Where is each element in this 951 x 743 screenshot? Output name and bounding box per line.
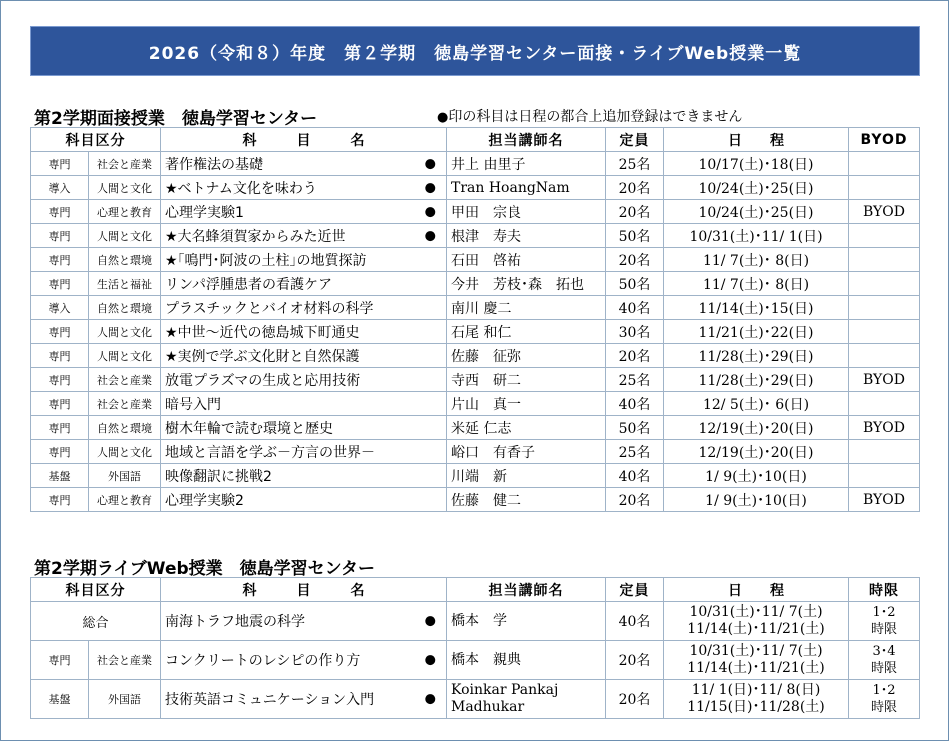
byod-flag xyxy=(849,392,920,416)
header-subject: 科目名 xyxy=(161,128,447,152)
category-field: 人間と文化 xyxy=(89,344,161,368)
header-capacity: 定員 xyxy=(606,128,664,152)
schedule xyxy=(664,602,849,641)
instructor-name: 峪口 有香子 xyxy=(447,440,606,464)
header-category: 科目区分 xyxy=(31,128,161,152)
table-row xyxy=(31,680,920,719)
subject-name: リンパ浮腫患者の看護ケア xyxy=(165,276,333,293)
period-line-2: 時限 xyxy=(870,700,897,715)
category-field: 外国語 xyxy=(89,464,161,488)
schedule xyxy=(664,680,849,719)
schedule: 1/ 9(土)･10(日) xyxy=(664,464,849,488)
schedule: 11/28(土)･29(日) xyxy=(664,368,849,392)
category-field: 社会と産業 xyxy=(89,152,161,176)
category-level: 専門 xyxy=(31,152,89,176)
subject-cell xyxy=(161,488,447,512)
table-row xyxy=(31,320,920,344)
category-field: 社会と産業 xyxy=(89,392,161,416)
instructor-name: 佐藤 征弥 xyxy=(447,344,606,368)
header-instructor: 担当講師名 xyxy=(447,128,606,152)
subject-name: ★｢鳴門･阿波の土柱｣の地質探訪 xyxy=(165,252,367,269)
category-field: 人間と文化 xyxy=(89,224,161,248)
schedule-line-1: 10/31(土)･11/ 7(土) xyxy=(689,604,823,620)
subject-name: ★中世～近代の徳島城下町通史 xyxy=(165,324,360,341)
section2-title: 第2学期ライブWeb授業 徳島学習センター xyxy=(34,559,375,579)
subject-name: 放電プラズマの生成と応用技術 xyxy=(165,372,361,389)
category-level: 専門 xyxy=(31,344,89,368)
category-level: 専門 xyxy=(31,200,89,224)
table-row xyxy=(31,440,920,464)
capacity: 20名 xyxy=(606,248,664,272)
instructor-name: Koinkar Pankaj Madhukar xyxy=(447,680,606,719)
period xyxy=(849,680,920,719)
subject-cell xyxy=(161,680,447,719)
subject-cell xyxy=(161,272,447,296)
capacity: 25名 xyxy=(606,368,664,392)
category-level: 専門 xyxy=(31,272,89,296)
subject-cell xyxy=(161,641,447,680)
period-line-2: 時限 xyxy=(870,661,897,676)
section1-note xyxy=(437,106,742,126)
header-schedule: 日程 xyxy=(664,128,849,152)
subject-name: 技術英語コミュニケーション入門 xyxy=(165,692,375,708)
schedule xyxy=(664,641,849,680)
category-field: 生活と福祉 xyxy=(89,272,161,296)
subject-cell xyxy=(161,344,447,368)
byod-flag: BYOD xyxy=(849,368,920,392)
subject-cell xyxy=(161,368,447,392)
category-level: 基盤 xyxy=(31,464,89,488)
byod-flag xyxy=(849,248,920,272)
table-row xyxy=(31,488,920,512)
table-row xyxy=(31,272,920,296)
instructor-name: 南川 慶二 xyxy=(447,296,606,320)
category-field: 心理と教育 xyxy=(89,200,161,224)
subject-name: ★ベトナム文化を味わう xyxy=(165,180,317,197)
schedule-line-2: 11/14(土)･11/21(土) xyxy=(687,621,825,637)
period-line-1: 1･2 xyxy=(872,683,896,698)
subject-name: 地域と言語を学ぶ－方言の世界－ xyxy=(165,444,375,461)
schedule: 10/17(土)･18(日) xyxy=(664,152,849,176)
header-category: 科目区分 xyxy=(31,578,161,602)
category-field: 人間と文化 xyxy=(89,176,161,200)
table-row xyxy=(31,176,920,200)
table-row xyxy=(31,200,920,224)
category-level: 専門 xyxy=(31,440,89,464)
byod-flag xyxy=(849,152,920,176)
subject-name: プラスチックとバイオ材料の科学 xyxy=(165,300,374,317)
capacity: 20名 xyxy=(606,641,664,680)
schedule: 12/19(土)･20(日) xyxy=(664,440,849,464)
capacity: 40名 xyxy=(606,392,664,416)
category-level: 専門 xyxy=(31,368,89,392)
instructor-name: 橋本 親典 xyxy=(447,641,606,680)
capacity: 40名 xyxy=(606,602,664,641)
subject-cell xyxy=(161,320,447,344)
byod-flag xyxy=(849,464,920,488)
subject-cell xyxy=(161,296,447,320)
byod-flag: BYOD xyxy=(849,200,920,224)
subject-cell xyxy=(161,416,447,440)
schedule: 11/21(土)･22(日) xyxy=(664,320,849,344)
byod-flag xyxy=(849,272,920,296)
byod-flag xyxy=(849,440,920,464)
capacity: 20名 xyxy=(606,176,664,200)
closed-dot-icon: ● xyxy=(424,204,436,219)
capacity: 50名 xyxy=(606,224,664,248)
subject-name: 樹木年輪で読む環境と歴史 xyxy=(165,420,333,437)
category-level: 導入 xyxy=(31,176,89,200)
category-field: 人間と文化 xyxy=(89,320,161,344)
closed-dot-icon: ● xyxy=(424,156,436,171)
subject-cell xyxy=(161,248,447,272)
category-field: 自然と環境 xyxy=(89,248,161,272)
byod-flag xyxy=(849,176,920,200)
subject-cell xyxy=(161,152,447,176)
instructor-name: 根津 寿夫 xyxy=(447,224,606,248)
category-level: 専門 xyxy=(31,488,89,512)
period xyxy=(849,602,920,641)
subject-name: 映像翻訳に挑戦2 xyxy=(165,468,272,485)
page-title: 2026（令和８）年度 第２学期 徳島学習センター面接・ライブWeb授業一覧 xyxy=(30,26,920,76)
category-level: 専門 xyxy=(31,320,89,344)
category-field: 心理と教育 xyxy=(89,488,161,512)
byod-flag xyxy=(849,344,920,368)
header-schedule: 日程 xyxy=(664,578,849,602)
byod-flag: BYOD xyxy=(849,416,920,440)
subject-cell xyxy=(161,440,447,464)
closed-dot-icon: ● xyxy=(424,228,436,243)
subject-cell xyxy=(161,464,447,488)
subject-name: ★大名蜂須賀家からみた近世 xyxy=(165,228,346,245)
byod-flag: BYOD xyxy=(849,488,920,512)
capacity: 40名 xyxy=(606,296,664,320)
instructor-name: 石尾 和仁 xyxy=(447,320,606,344)
schedule: 12/19(土)･20(日) xyxy=(664,416,849,440)
instructor-name: 佐藤 健二 xyxy=(447,488,606,512)
closed-dot-icon: ● xyxy=(424,652,436,668)
capacity: 25名 xyxy=(606,440,664,464)
table-row xyxy=(31,416,920,440)
closed-dot-icon: ● xyxy=(424,180,436,195)
schedule: 11/28(土)･29(日) xyxy=(664,344,849,368)
schedule: 12/ 5(土)･ 6(日) xyxy=(664,392,849,416)
subject-cell xyxy=(161,176,447,200)
table-row xyxy=(31,392,920,416)
byod-flag xyxy=(849,296,920,320)
category-level: 専門 xyxy=(31,248,89,272)
table-row xyxy=(31,152,920,176)
instructor-name: 米延 仁志 xyxy=(447,416,606,440)
capacity: 40名 xyxy=(606,464,664,488)
table-row xyxy=(31,641,920,680)
schedule: 11/14(土)･15(日) xyxy=(664,296,849,320)
table-row xyxy=(31,602,920,641)
instructor-name: 石田 啓祐 xyxy=(447,248,606,272)
instructor-name: 井上 由里子 xyxy=(447,152,606,176)
period-line-1: 1･2 xyxy=(872,605,896,620)
category-level: 導入 xyxy=(31,296,89,320)
schedule: 11/ 7(土)･ 8(日) xyxy=(664,272,849,296)
category-level: 専門 xyxy=(31,416,89,440)
capacity: 50名 xyxy=(606,416,664,440)
period xyxy=(849,641,920,680)
header-subject: 科目名 xyxy=(161,578,447,602)
schedule-line-1: 11/ 1(日)･11/ 8(日) xyxy=(691,682,821,698)
table-row xyxy=(31,344,920,368)
header-byod: BYOD xyxy=(849,128,920,152)
instructor-name: 川端 新 xyxy=(447,464,606,488)
closed-dot-icon: ● xyxy=(424,691,436,707)
schedule: 10/24(土)･25(日) xyxy=(664,200,849,224)
live-web-table xyxy=(30,577,920,719)
category-level: 専門 xyxy=(31,392,89,416)
subject-name: ★実例で学ぶ文化財と自然保護 xyxy=(165,348,360,365)
table-row xyxy=(31,464,920,488)
table-row xyxy=(31,296,920,320)
note-dot-icon: ● xyxy=(437,110,449,125)
category-level: 専門 xyxy=(31,224,89,248)
category-level: 基盤 xyxy=(31,680,89,719)
subject-name: 著作権法の基礎 xyxy=(165,156,263,173)
schedule: 11/ 7(土)･ 8(日) xyxy=(664,248,849,272)
byod-flag xyxy=(849,320,920,344)
subject-name: 暗号入門 xyxy=(165,396,221,413)
category-field: 社会と産業 xyxy=(89,368,161,392)
section1-title: 第2学期面接授業 徳島学習センター xyxy=(34,109,318,129)
category-field: 自然と環境 xyxy=(89,296,161,320)
subject-cell xyxy=(161,392,447,416)
instructor-name: Tran HoangNam xyxy=(447,176,606,200)
instructor-name: 寺西 研二 xyxy=(447,368,606,392)
schedule: 10/31(土)･11/ 1(日) xyxy=(664,224,849,248)
capacity: 20名 xyxy=(606,680,664,719)
schedule-line-2: 11/14(土)･11/21(土) xyxy=(687,660,825,676)
capacity: 20名 xyxy=(606,200,664,224)
capacity: 25名 xyxy=(606,152,664,176)
schedule: 1/ 9(土)･10(日) xyxy=(664,488,849,512)
subject-name: コンクリートのレシピの作り方 xyxy=(165,653,361,669)
subject-cell xyxy=(161,224,447,248)
capacity: 20名 xyxy=(606,488,664,512)
capacity: 30名 xyxy=(606,320,664,344)
header-capacity: 定員 xyxy=(606,578,664,602)
capacity: 50名 xyxy=(606,272,664,296)
subject-name: 心理学実験1 xyxy=(165,204,244,221)
byod-flag xyxy=(849,224,920,248)
category-field: 社会と産業 xyxy=(89,641,161,680)
schedule-line-2: 11/15(日)･11/28(土) xyxy=(687,699,825,715)
category-level: 専門 xyxy=(31,641,89,680)
subject-name: 南海トラフ地震の科学 xyxy=(165,614,305,630)
category-field: 人間と文化 xyxy=(89,440,161,464)
capacity: 20名 xyxy=(606,344,664,368)
subject-cell xyxy=(161,200,447,224)
period-line-2: 時限 xyxy=(870,622,897,637)
table-row xyxy=(31,224,920,248)
subject-name: 心理学実験2 xyxy=(165,492,244,509)
category-merged: 総合 xyxy=(31,602,161,641)
subject-cell xyxy=(161,602,447,641)
table-row xyxy=(31,248,920,272)
schedule: 10/24(土)･25(日) xyxy=(664,176,849,200)
instructor-name: 片山 真一 xyxy=(447,392,606,416)
closed-dot-icon: ● xyxy=(424,613,436,629)
header-instructor: 担当講師名 xyxy=(447,578,606,602)
period-line-1: 3･4 xyxy=(872,644,896,659)
face-to-face-table xyxy=(30,127,920,512)
table-row xyxy=(31,368,920,392)
instructor-name: 今井 芳枝･森 拓也 xyxy=(447,272,606,296)
schedule-line-1: 10/31(土)･11/ 7(土) xyxy=(689,643,823,659)
header-period: 時限 xyxy=(849,578,920,602)
instructor-name: 甲田 宗良 xyxy=(447,200,606,224)
category-field: 外国語 xyxy=(89,680,161,719)
instructor-name: 橋本 学 xyxy=(447,602,606,641)
note-text: 印の科目は日程の都合上追加登録はできません xyxy=(448,109,743,125)
category-field: 自然と環境 xyxy=(89,416,161,440)
